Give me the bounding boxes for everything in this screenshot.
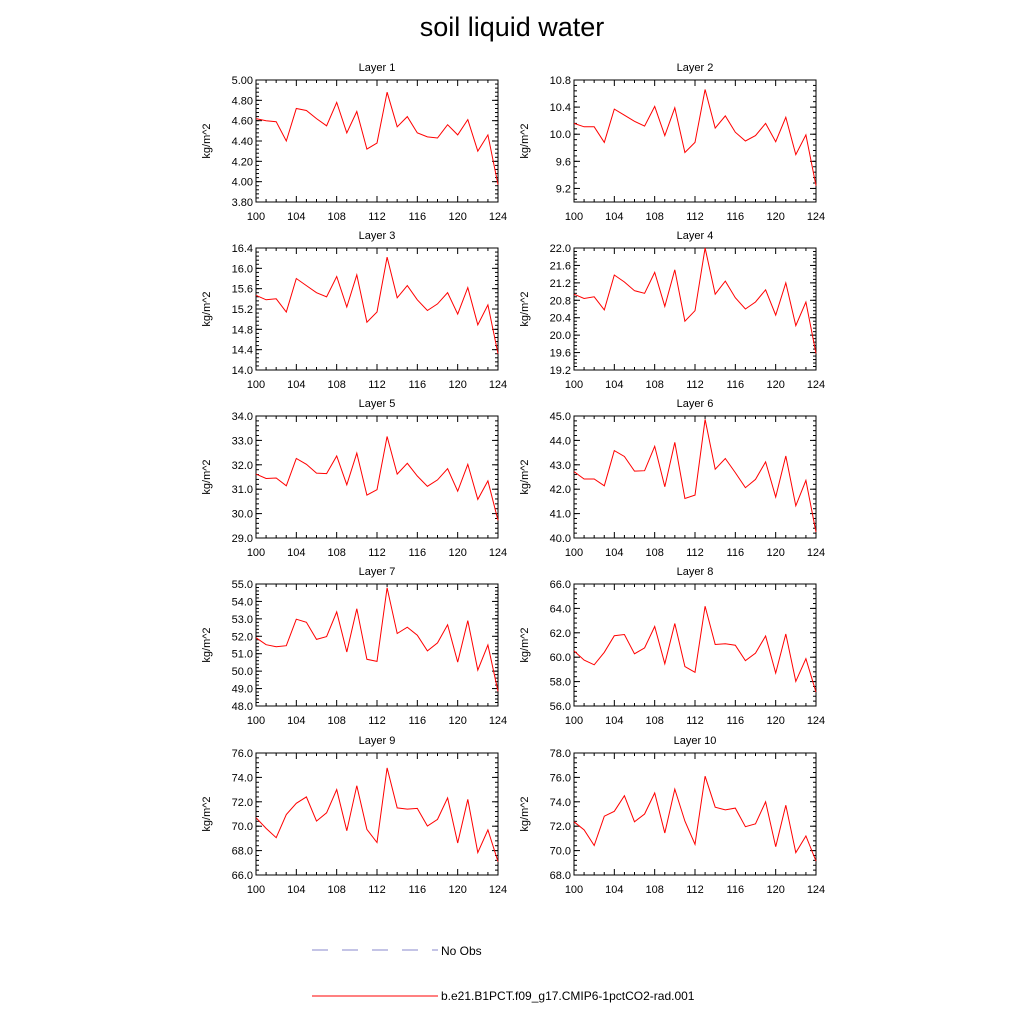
panel-layer-8 [519, 566, 825, 727]
y-tick-label: 58.0 [549, 676, 571, 689]
y-axis-label: kg/m^2 [519, 796, 531, 832]
y-tick-label: 49.0 [231, 683, 253, 696]
y-tick-label: 20.4 [549, 312, 571, 325]
y-tick-label: 70.0 [549, 845, 571, 858]
x-tick-label: 124 [806, 715, 826, 727]
plot-frame [256, 248, 498, 370]
plot-frame [574, 416, 816, 538]
x-tick-label: 112 [368, 715, 386, 727]
y-tick-label: 51.0 [231, 648, 253, 661]
x-tick-label: 112 [686, 211, 704, 223]
plot-frame [574, 584, 816, 706]
y-tick-label: 14.0 [231, 365, 253, 377]
panel-layer-1 [201, 62, 507, 223]
y-tick-label: 40.0 [549, 533, 571, 545]
x-tick-label: 112 [368, 884, 386, 896]
y-tick-label: 34.0 [231, 411, 253, 423]
y-tick-label: 19.2 [549, 365, 571, 377]
y-tick-label: 10.8 [549, 75, 571, 87]
y-tick-label: 4.20 [231, 156, 253, 169]
x-tick-label: 120 [766, 547, 785, 559]
x-tick-label: 124 [488, 211, 508, 223]
y-axis-label: kg/m^2 [519, 627, 531, 663]
x-tick-label: 116 [408, 211, 427, 223]
series-line [574, 776, 816, 861]
panel-layer-9 [201, 735, 507, 896]
panel-layer-6 [519, 398, 825, 559]
y-tick-label: 19.6 [549, 347, 571, 360]
x-tick-label: 124 [488, 715, 508, 727]
x-tick-label: 120 [448, 715, 467, 727]
y-tick-label: 4.00 [231, 176, 253, 189]
x-tick-label: 104 [287, 884, 306, 896]
x-tick-label: 116 [408, 379, 427, 391]
x-tick-label: 120 [448, 211, 467, 223]
x-tick-label: 100 [564, 715, 584, 727]
x-tick-label: 124 [806, 547, 826, 559]
series-line [574, 248, 816, 353]
plot-frame [574, 753, 816, 875]
y-tick-label: 72.0 [231, 796, 253, 809]
y-tick-label: 31.0 [231, 484, 253, 497]
y-tick-label: 33.0 [231, 435, 253, 448]
y-tick-label: 14.8 [231, 324, 253, 337]
panel-layer-4 [519, 230, 825, 391]
y-tick-label: 62.0 [549, 627, 571, 640]
panel-title: Layer 10 [673, 735, 717, 747]
x-tick-label: 108 [327, 715, 346, 727]
y-tick-label: 45.0 [549, 411, 571, 423]
x-tick-label: 112 [686, 547, 704, 559]
x-tick-label: 124 [488, 379, 508, 391]
y-tick-label: 5.00 [231, 75, 253, 87]
x-tick-label: 108 [645, 715, 664, 727]
series-line [574, 90, 816, 186]
x-tick-label: 108 [327, 547, 346, 559]
x-tick-label: 108 [645, 379, 664, 391]
x-tick-label: 112 [368, 547, 386, 559]
x-tick-label: 120 [766, 379, 785, 391]
x-tick-label: 108 [327, 211, 346, 223]
x-tick-label: 116 [726, 379, 745, 391]
x-tick-label: 124 [488, 884, 508, 896]
panel-title: Layer 6 [676, 398, 714, 410]
x-tick-label: 116 [726, 211, 745, 223]
y-tick-label: 66.0 [549, 579, 571, 591]
x-tick-label: 124 [806, 884, 826, 896]
y-axis-label: kg/m^2 [201, 627, 213, 663]
y-tick-label: 4.60 [231, 115, 253, 128]
legend-label-model: b.e21.B1PCT.f09_g17.CMIP6-1pctCO2-rad.001 [441, 989, 695, 1003]
y-tick-label: 43.0 [549, 459, 571, 472]
y-tick-label: 68.0 [231, 845, 253, 858]
x-tick-label: 124 [488, 547, 508, 559]
panel-layer-7 [201, 566, 507, 727]
y-tick-label: 3.80 [231, 197, 253, 209]
x-tick-label: 120 [766, 715, 785, 727]
x-tick-label: 100 [246, 715, 266, 727]
x-tick-label: 104 [605, 547, 624, 559]
y-tick-label: 9.6 [555, 156, 571, 169]
panel-title: Layer 7 [358, 566, 396, 578]
y-tick-label: 4.80 [231, 95, 253, 108]
x-tick-label: 104 [287, 715, 306, 727]
panel-layer-3 [201, 230, 507, 391]
x-tick-label: 100 [564, 547, 584, 559]
y-tick-label: 60.0 [549, 652, 571, 665]
y-tick-label: 20.8 [549, 295, 571, 308]
x-tick-label: 108 [645, 547, 664, 559]
x-tick-label: 108 [327, 379, 346, 391]
x-tick-label: 112 [368, 211, 386, 223]
y-tick-label: 14.4 [231, 344, 253, 357]
y-tick-label: 76.0 [231, 748, 253, 760]
y-axis-label: kg/m^2 [201, 796, 213, 832]
x-tick-label: 116 [726, 547, 745, 559]
x-tick-label: 104 [287, 547, 306, 559]
panel-layer-10 [519, 735, 825, 896]
y-tick-label: 16.0 [231, 263, 253, 276]
x-tick-label: 116 [408, 715, 427, 727]
y-axis-label: kg/m^2 [519, 123, 531, 159]
x-tick-label: 112 [686, 884, 704, 896]
y-tick-label: 16.4 [231, 243, 253, 255]
y-tick-label: 78.0 [549, 748, 571, 760]
x-tick-label: 120 [448, 379, 467, 391]
x-tick-label: 116 [408, 884, 427, 896]
x-tick-label: 112 [686, 715, 704, 727]
panel-title: Layer 9 [358, 735, 396, 747]
series-line [574, 606, 816, 692]
page-title: soil liquid water [419, 12, 605, 42]
y-tick-label: 56.0 [549, 701, 571, 713]
x-tick-label: 116 [726, 715, 745, 727]
series-line [256, 768, 498, 862]
y-tick-label: 44.0 [549, 435, 571, 448]
legend-label-no-obs: No Obs [441, 944, 482, 958]
x-tick-label: 100 [564, 379, 584, 391]
y-tick-label: 22.0 [549, 243, 571, 255]
plot-frame [256, 416, 498, 538]
y-tick-label: 48.0 [231, 701, 253, 713]
y-tick-label: 41.0 [549, 508, 571, 521]
x-tick-label: 120 [448, 884, 467, 896]
x-tick-label: 104 [287, 211, 306, 223]
x-tick-label: 100 [246, 211, 266, 223]
x-tick-label: 100 [246, 547, 266, 559]
y-axis-label: kg/m^2 [519, 459, 531, 495]
series-line [256, 92, 498, 185]
panel-layer-2 [519, 62, 825, 223]
panel-title: Layer 1 [358, 62, 396, 74]
x-tick-label: 108 [645, 884, 664, 896]
y-tick-label: 72.0 [549, 821, 571, 834]
y-axis-label: kg/m^2 [201, 291, 213, 327]
series-line [256, 257, 498, 354]
x-tick-label: 124 [806, 211, 826, 223]
y-tick-label: 10.0 [549, 129, 571, 142]
x-tick-label: 100 [564, 211, 584, 223]
y-tick-label: 52.0 [231, 631, 253, 644]
y-tick-label: 4.40 [231, 136, 253, 148]
x-tick-label: 104 [605, 211, 624, 223]
x-tick-label: 108 [645, 211, 664, 223]
y-tick-label: 74.0 [549, 796, 571, 809]
panel-layer-5 [201, 398, 507, 559]
y-tick-label: 54.0 [231, 596, 253, 609]
y-tick-label: 10.4 [549, 102, 571, 115]
x-tick-label: 100 [246, 379, 266, 391]
x-tick-label: 112 [686, 379, 704, 391]
series-line [256, 588, 498, 692]
y-tick-label: 9.2 [555, 183, 571, 196]
y-tick-label: 53.0 [231, 613, 253, 626]
y-tick-label: 29.0 [231, 533, 253, 545]
x-tick-label: 120 [448, 547, 467, 559]
x-tick-label: 112 [368, 379, 386, 391]
x-tick-label: 104 [605, 884, 624, 896]
y-tick-label: 42.0 [549, 484, 571, 497]
y-axis-label: kg/m^2 [201, 123, 213, 159]
y-tick-label: 21.2 [549, 277, 571, 290]
y-tick-label: 55.0 [231, 579, 253, 591]
x-tick-label: 124 [806, 379, 826, 391]
x-tick-label: 116 [726, 884, 745, 896]
y-tick-label: 50.0 [231, 666, 253, 679]
y-tick-label: 64.0 [549, 603, 571, 616]
y-tick-label: 74.0 [231, 772, 253, 785]
panel-title: Layer 8 [676, 566, 714, 578]
y-tick-label: 21.6 [549, 260, 571, 273]
x-tick-label: 100 [564, 884, 584, 896]
panel-title: Layer 2 [676, 62, 714, 74]
x-tick-label: 116 [408, 547, 427, 559]
series-line [574, 419, 816, 532]
y-tick-label: 32.0 [231, 459, 253, 472]
y-tick-label: 76.0 [549, 772, 571, 785]
y-axis-label: kg/m^2 [201, 459, 213, 495]
x-tick-label: 104 [605, 379, 624, 391]
y-tick-label: 68.0 [549, 870, 571, 882]
panel-title: Layer 4 [676, 230, 714, 242]
series-line [256, 437, 498, 521]
plot-frame [256, 753, 498, 875]
panel-title: Layer 3 [358, 230, 396, 242]
y-tick-label: 15.6 [231, 283, 253, 296]
y-tick-label: 15.2 [231, 304, 253, 316]
x-tick-label: 104 [287, 379, 306, 391]
y-tick-label: 70.0 [231, 821, 253, 834]
x-tick-label: 120 [766, 211, 785, 223]
y-axis-label: kg/m^2 [519, 291, 531, 327]
x-tick-label: 100 [246, 884, 266, 896]
y-tick-label: 66.0 [231, 870, 253, 882]
x-tick-label: 120 [766, 884, 785, 896]
x-tick-label: 104 [605, 715, 624, 727]
y-tick-label: 30.0 [231, 508, 253, 521]
panel-title: Layer 5 [358, 398, 396, 410]
y-tick-label: 20.0 [549, 330, 571, 343]
x-tick-label: 108 [327, 884, 346, 896]
